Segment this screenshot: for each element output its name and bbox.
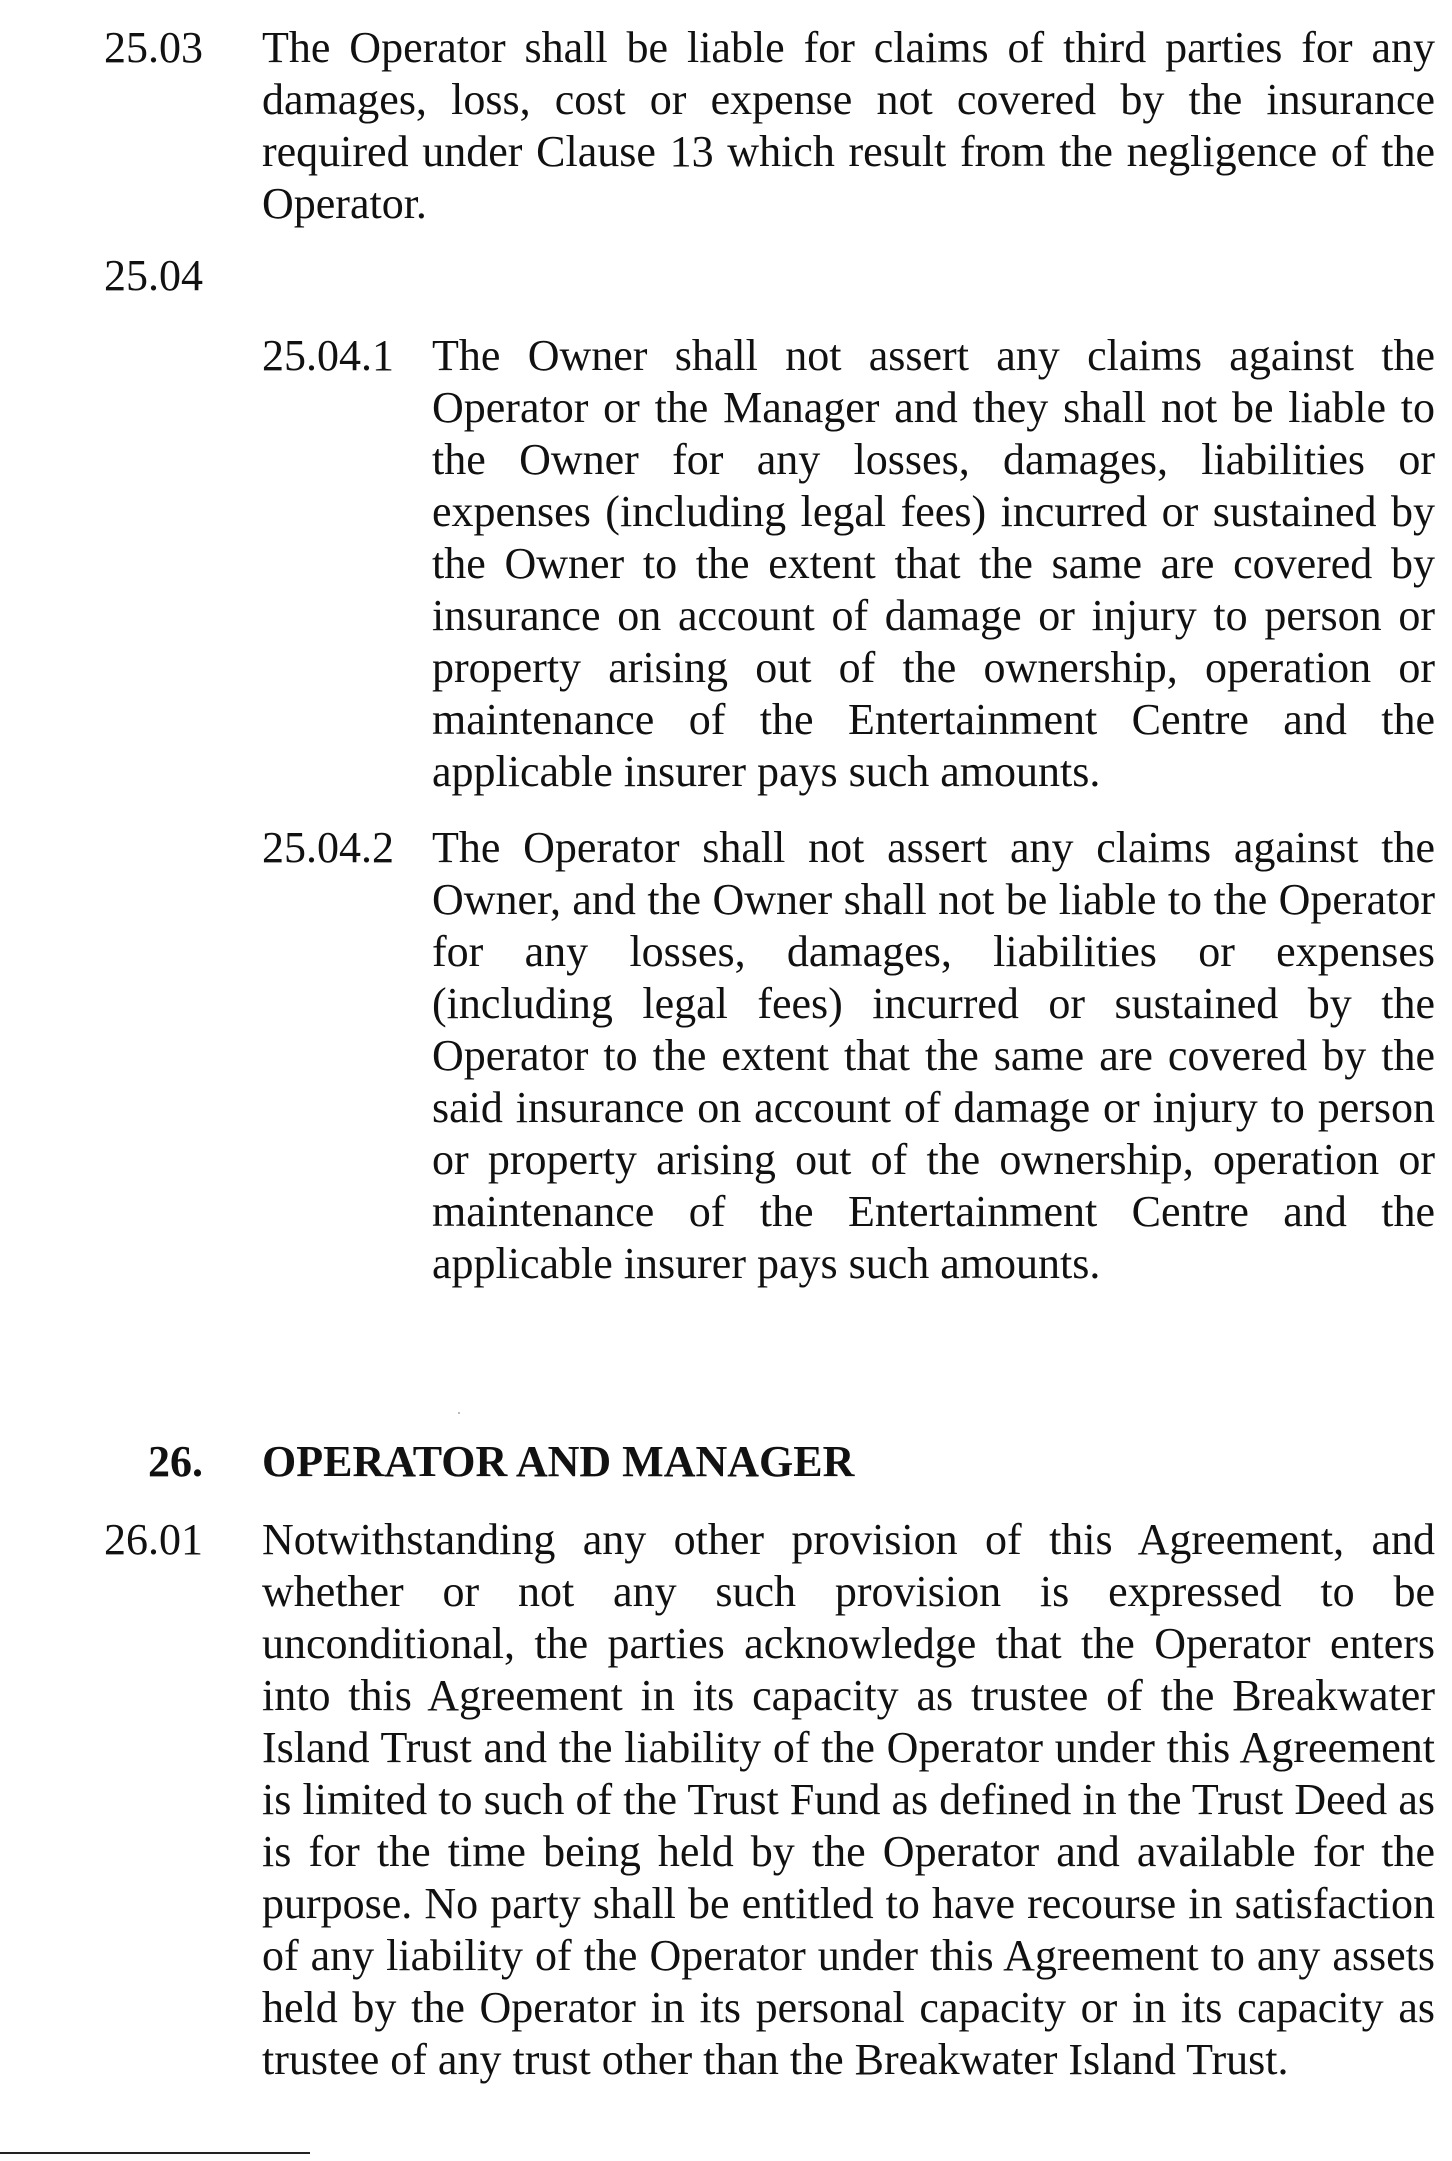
section-number-26: 26. bbox=[148, 1437, 203, 1486]
clause-number-25-03: 25.03 bbox=[104, 23, 203, 72]
clause-text-25-03: The Operator shall be liable for claims of third parties for any damages, loss, cost or expense not covered by the insurance required under Clause 13 which result from the negligence of the Operator. bbox=[262, 23, 1435, 228]
section-title-26: OPERATOR AND MANAGER bbox=[262, 1437, 855, 1486]
clause-text-25-04-1: The Owner shall not assert any claims against the Operator or the Manager and they shall not be liable to the Owner for any losses, damages, liabilities or expenses (including legal fees) incurred or sustained by the Owner to the extent that the same are covered by insurance on account of damage or injury to person or property arising out of the ownership, operation or maintenance of the Entertainment Centre and the applicable insurer pays such amounts. bbox=[432, 331, 1435, 796]
clause-number-25-04-2: 25.04.2 bbox=[262, 823, 394, 872]
clause-number-26-01: 26.01 bbox=[104, 1515, 203, 1564]
clause-number-25-04: 25.04 bbox=[104, 251, 203, 300]
scan-speck bbox=[458, 1412, 460, 1414]
clause-text-26-01: Notwithstanding any other provision of this Agreement, and whether or not any such provision is expressed to be unconditional, the parties acknowledge that the Operator enters into this Agreement in its capacity as trustee of the Breakwater Island Trust and the liability of the Operator under this Agreement is limited to such of the Trust Fund as defined in the Trust Deed as is for the time being held by the Operator and available for the purpose. No party shall be entitled to have recourse in satisfaction of any liability of the Operator under this Agreement to any assets held by the Operator in its personal capacity or in its capacity as trustee of any trust other than the Breakwater Island Trust. bbox=[262, 1515, 1435, 2084]
footnote-separator-rule bbox=[0, 2152, 310, 2154]
clause-text-25-04-2: The Operator shall not assert any claims against the Owner, and the Owner shall not be liable to the Operator for any losses, damages, liabilities or expenses (including legal fees) incurred or sustained by the Operator to the extent that the same are covered by the said insurance on account of damage or injury to person or property arising out of the ownership, operation or maintenance of the Entertainment Centre and the applicable insurer pays such amounts. bbox=[432, 823, 1435, 1288]
clause-number-25-04-1: 25.04.1 bbox=[262, 331, 394, 380]
